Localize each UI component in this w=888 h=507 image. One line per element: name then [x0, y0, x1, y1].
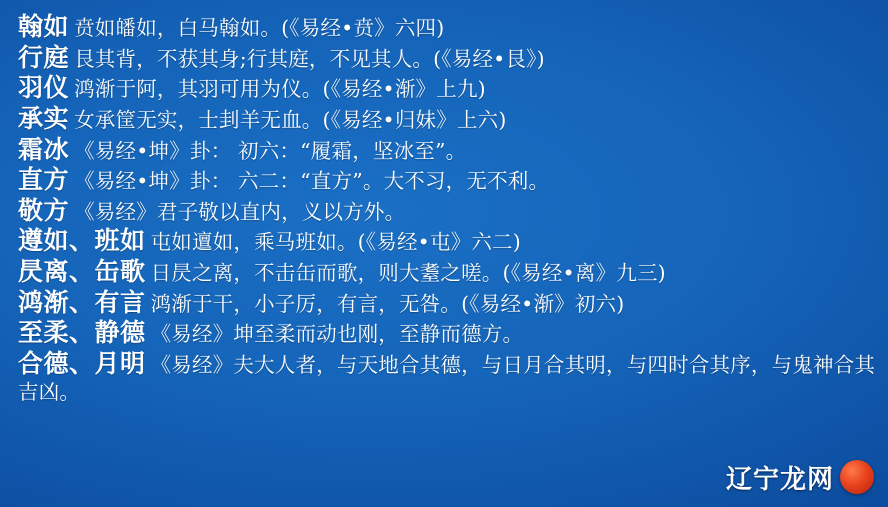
term-label: 行庭	[18, 42, 70, 72]
term-label: 敬方	[18, 195, 70, 225]
text-line	[18, 165, 880, 195]
term-label: 直方	[18, 165, 70, 195]
term-label: 鸿渐、有言	[18, 287, 146, 317]
term-label: 遵如、班如	[18, 226, 146, 256]
text-line	[18, 288, 880, 318]
term-label: 羽仪	[18, 73, 70, 103]
term-label: 至柔、静德	[18, 318, 146, 348]
term-label: 承实	[18, 103, 70, 133]
gloss-text: 《易经》坤至柔而动也刚，至静而德方。	[150, 322, 524, 347]
text-line	[18, 73, 880, 103]
gloss-text: 《易经》夫大人者，与天地合其德，与日月合其明，与四时合其序，与鬼神合其吉凶。	[18, 352, 876, 404]
watermark-text-secondary: 龙网	[779, 464, 834, 495]
text-line	[18, 257, 880, 287]
text-line	[18, 196, 880, 226]
watermark-text	[726, 459, 834, 496]
gloss-text: 女承筐无实，士刲羊无血。(《易经•归妹》上六)	[74, 107, 507, 132]
gloss-text: 《易经•坤》卦： 初六：“履霜，坚冰至”。	[74, 138, 467, 163]
term-label: 合德、月明	[18, 348, 146, 378]
gloss-text: 《易经》君子敬以直内，义以方外。	[74, 199, 406, 224]
gloss-text: 鸿渐于阿，其羽可用为仪。(《易经•渐》上九)	[74, 77, 486, 102]
gloss-text: 屯如邅如，乘马班如。(《易经•屯》六二)	[150, 230, 521, 255]
text-line	[18, 135, 880, 165]
gloss-text: 贲如皤如，白马翰如。(《易经•贲》六四)	[74, 16, 445, 40]
gloss-text: 日昃之离，不击缶而歌，则大耋之嗟。(《易经•离》九三)	[150, 261, 666, 285]
gloss-text: 鸿渐于干，小子厉，有言，无咎。(《易经•渐》初六)	[150, 291, 625, 316]
text-line	[18, 104, 880, 134]
text-line	[18, 43, 880, 73]
term-label: 霜冰	[18, 134, 70, 164]
gloss-text: 艮其背，不获其身;行其庭，不见其人。(《易经•艮》)	[74, 46, 545, 71]
text-line	[18, 226, 880, 256]
term-label: 昃离、缶歌	[18, 257, 146, 286]
watermark-text-primary: 辽宁	[725, 464, 780, 495]
text-line	[18, 12, 880, 42]
term-label: 翰如	[18, 12, 70, 41]
text-line	[18, 318, 880, 348]
watermark-dot-icon	[840, 460, 874, 494]
text-line	[18, 349, 880, 405]
watermark	[726, 455, 874, 499]
gloss-text: 《易经•坤》卦： 六二：“直方”。大不习，无不利。	[74, 169, 550, 194]
